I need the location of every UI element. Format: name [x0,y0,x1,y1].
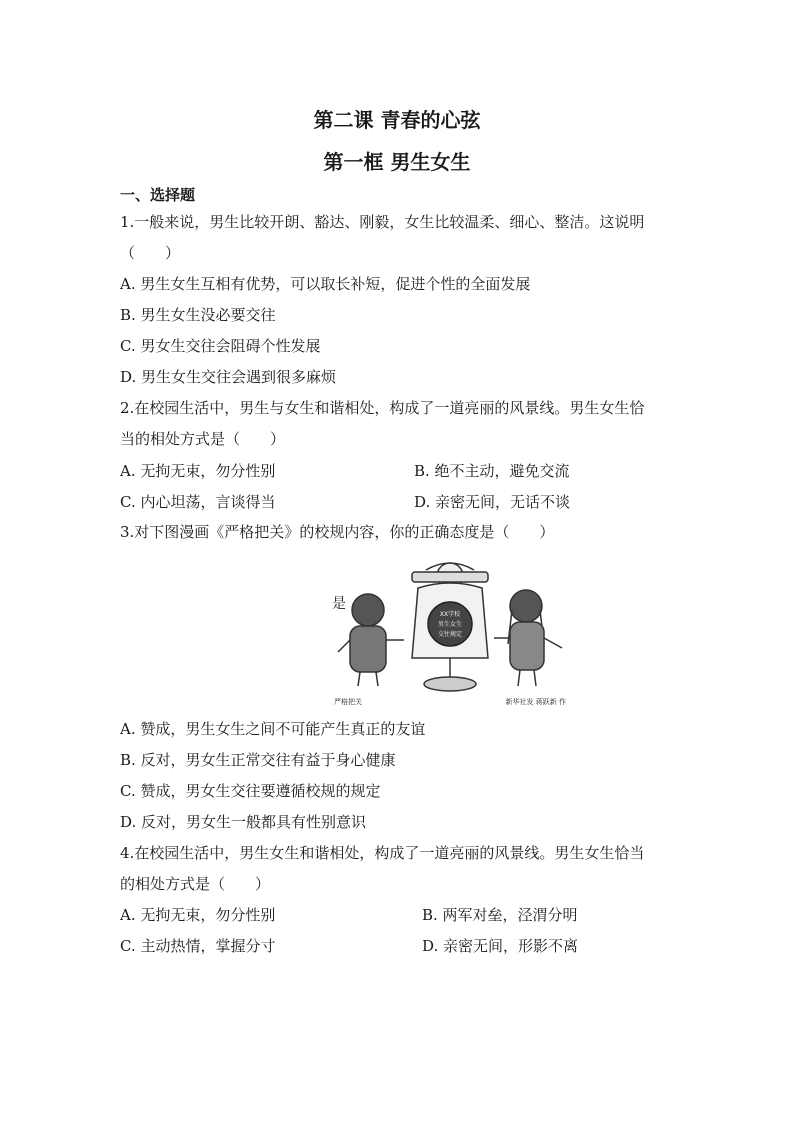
question-2-option-c: C. 内心坦荡，言谈得当 [120,493,276,511]
question-2-stem-line-1: 2.在校园生活中，男生与女生和谐相处，构成了一道亮丽的风景线。男生女生恰 [120,399,645,417]
sign-text-1: XX学校 [439,611,461,618]
question-2-option-b: B. 绝不主动，避免交流 [414,462,570,480]
question-3-option-b: B. 反对，男女生正常交往有益于身心健康 [120,751,396,769]
question-1-option-c: C. 男女生交往会阻碍个性发展 [120,337,321,355]
question-4-option-c: C. 主动热情，掌握分寸 [120,937,276,955]
question-2-option-a: A. 无拘无束，勿分性别 [120,462,276,480]
ruler-shape [412,572,488,582]
question-4-option-d: D. 亲密无间，形影不离 [422,937,579,955]
cartoon-left-char: 是 [332,596,346,612]
question-3-option-d: D. 反对，男女生一般都具有性别意识 [120,813,367,831]
question-1-stem-line-1: 1.一般来说，男生比较开朗、豁达、刚毅，女生比较温柔、细心、整洁。这说明 [120,213,645,231]
boy-figure [338,594,404,686]
section-heading: 一、选择题 [120,186,196,204]
question-4-stem-line-1: 4.在校园生活中，男生女生和谐相处，构成了一道亮丽的风景线。男生女生恰当 [120,844,645,862]
question-4-option-a: A. 无拘无束，勿分性别 [120,906,276,924]
question-4-stem-line-2: 的相处方式是（ ） [120,875,271,893]
question-3-stem-line-1: 3.对下图漫画《严格把关》的校规内容，你的正确态度是（ ） [120,523,555,541]
question-2-option-d: D. 亲密无间，无话不谈 [414,493,571,511]
lesson-title: 第二课 青春的心弦 [313,108,481,132]
question-1-stem-line-2: （ ） [120,244,181,262]
girl-figure [494,590,562,686]
question-2-stem-line-2: 当的相处方式是（ ） [120,430,286,448]
question-3-option-a: A. 赞成，男生女生之间不可能产生真正的友谊 [120,720,426,738]
rule-sign [428,602,472,646]
cartoon-caption-left: 严格把关 [334,698,362,706]
question-1-option-b: B. 男生女生没必要交往 [120,306,276,324]
cartoon-illustration [330,548,570,710]
sign-text-3: 交往规定 [437,631,463,638]
sign-text-2: 男生女生 [437,621,463,628]
question-4-option-b: B. 两军对垒，泾渭分明 [422,906,578,924]
question-1-option-a: A. 男生女生互相有优势，可以取长补短，促进个性的全面发展 [120,275,531,293]
frame-title: 第一框 男生女生 [323,150,471,174]
question-1-option-d: D. 男生女生交往会遇到很多麻烦 [120,368,337,386]
cartoon-caption-right: 新华社发 蒋跃新 作 [505,698,566,706]
question-3-option-c: C. 赞成，男女生交往要遵循校规的规定 [120,782,381,800]
